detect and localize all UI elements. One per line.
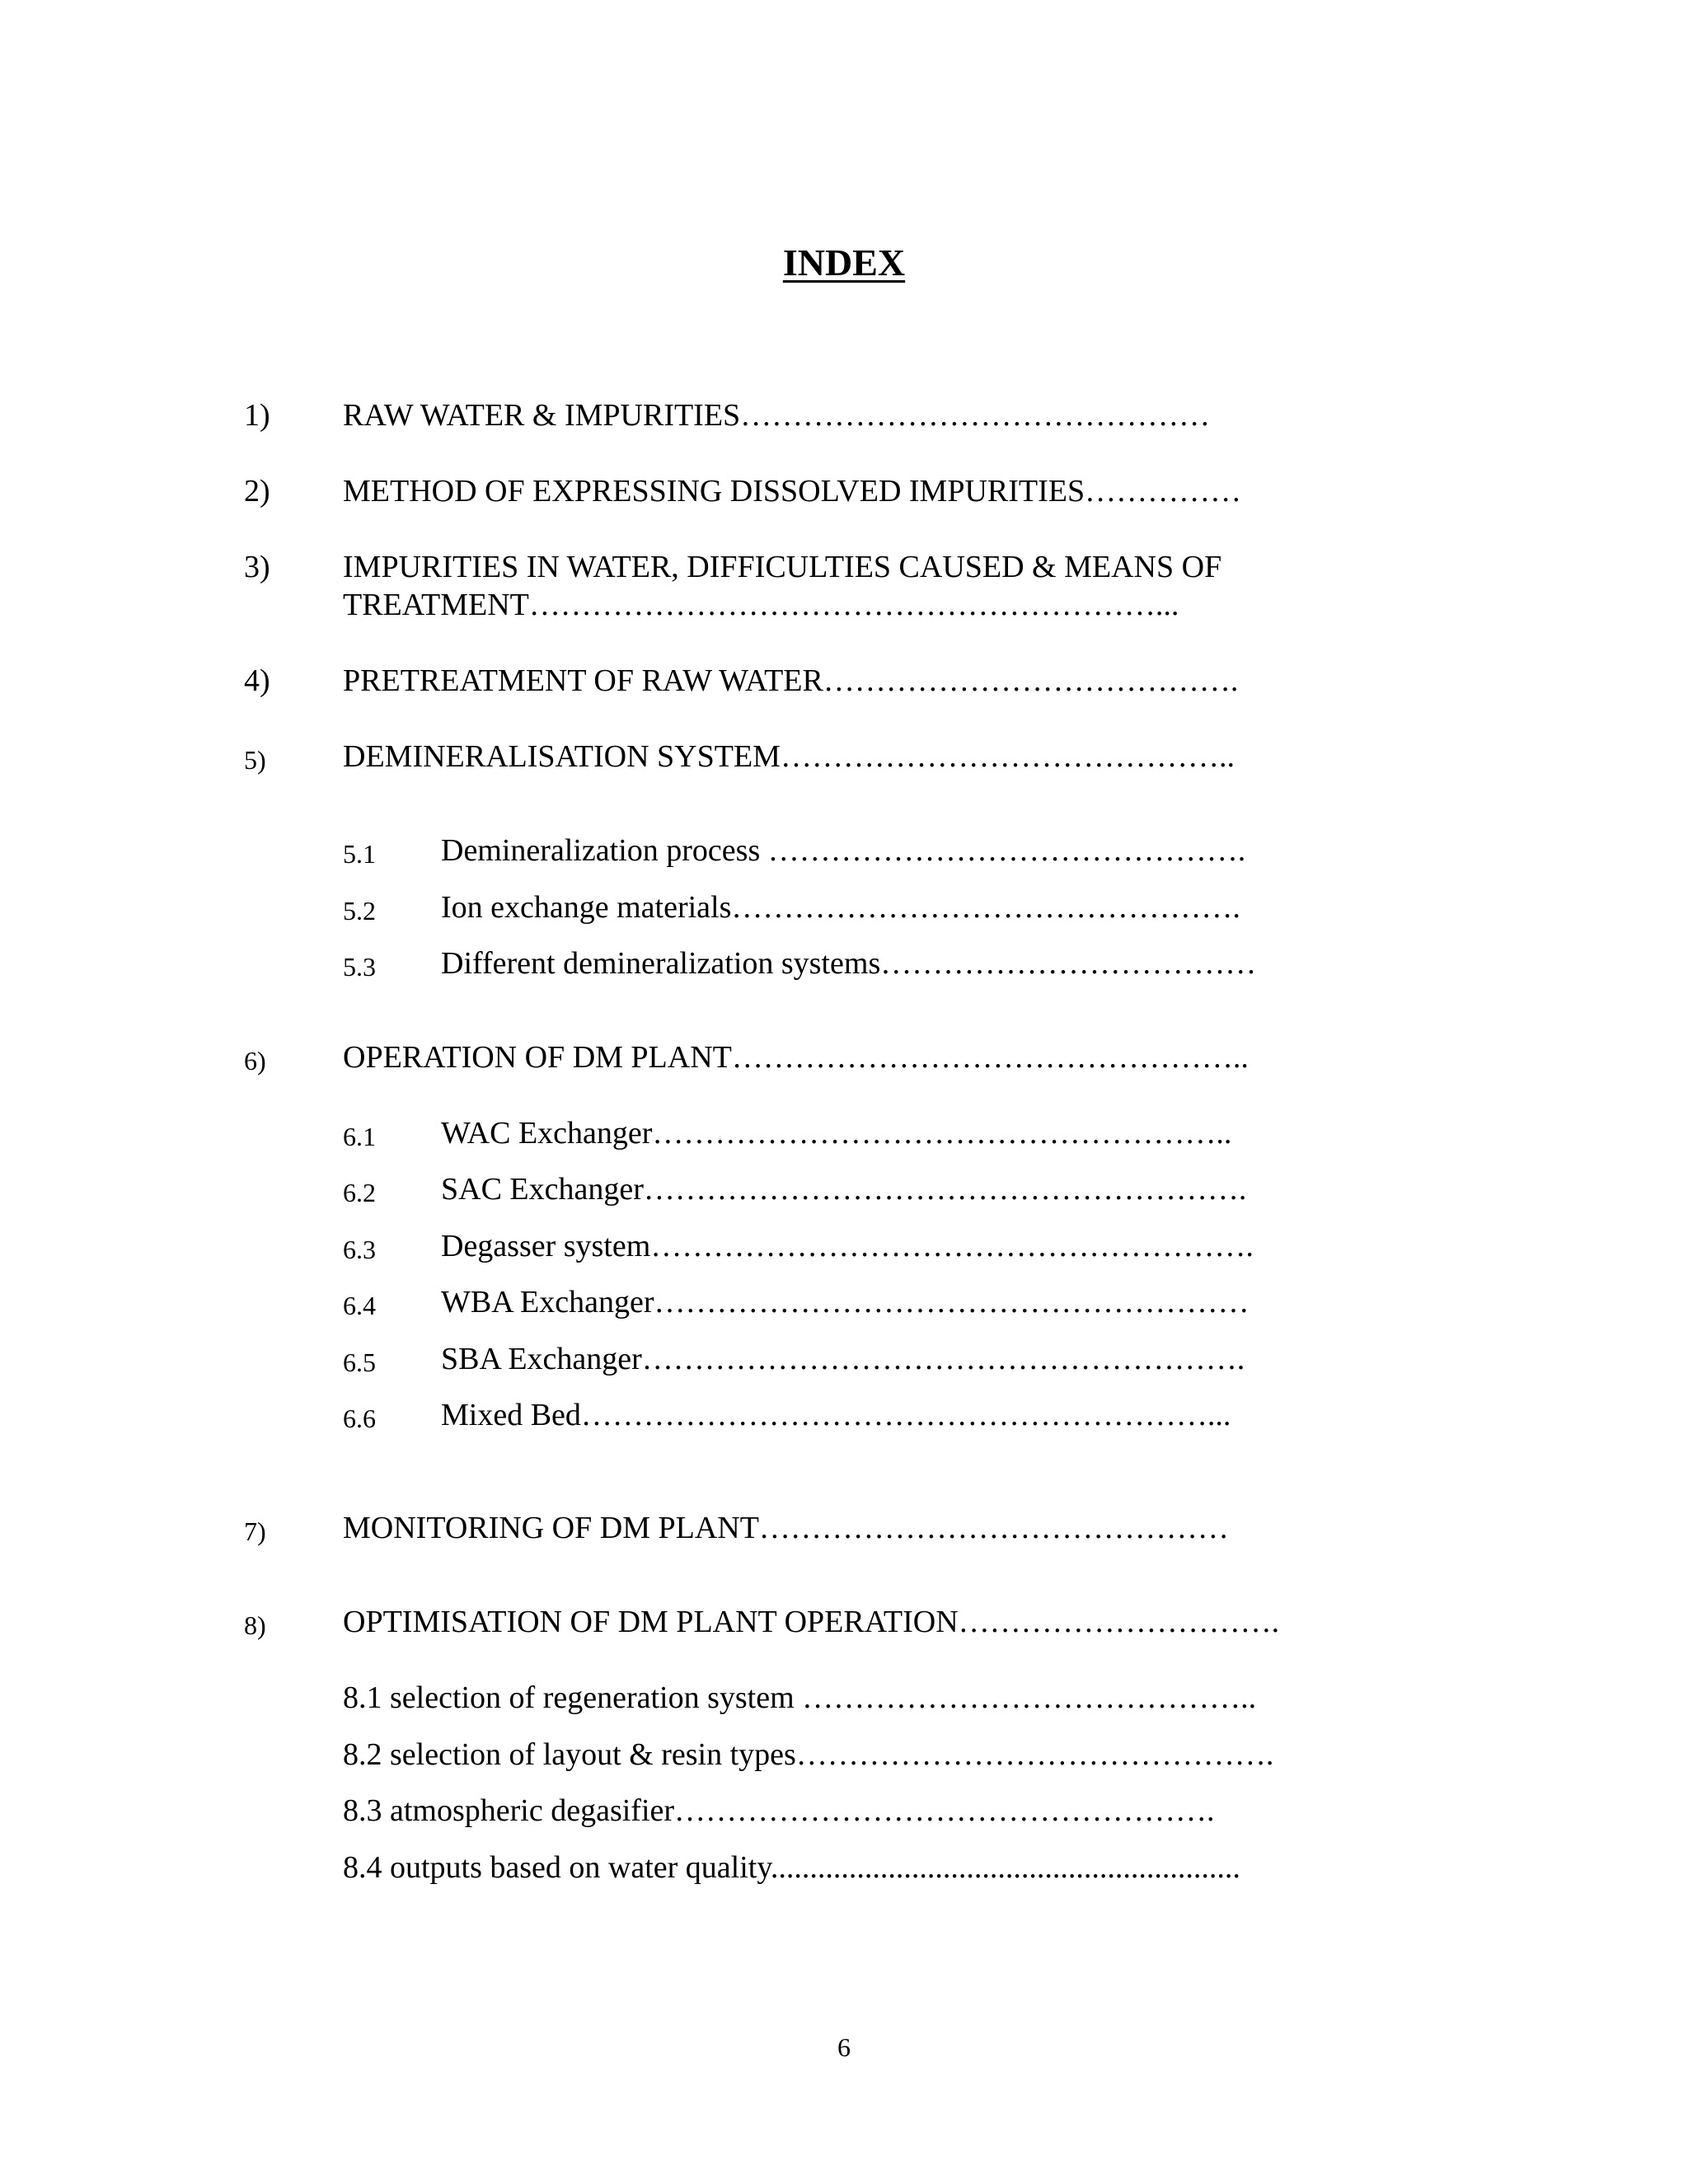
toc-subentry-number: 5.1 bbox=[343, 839, 376, 869]
toc-entry-number: 5) bbox=[244, 745, 266, 775]
toc-subentry-text: Different demineralization systems……………………………… bbox=[441, 946, 1257, 981]
toc-entry-number: 6) bbox=[244, 1046, 266, 1076]
toc-subentry-number: 6.4 bbox=[343, 1291, 376, 1320]
toc-entry-text: PRETREATMENT OF RAW WATER…………………………………. bbox=[343, 663, 1239, 698]
toc-subentry-number: 5.3 bbox=[343, 952, 376, 982]
toc-subentry-number: 6.3 bbox=[343, 1235, 376, 1264]
toc-entry-text: OPERATION OF DM PLANT………………………………………….. bbox=[343, 1040, 1249, 1075]
toc-subentry-text: Degasser system…………………………………………………. bbox=[441, 1229, 1254, 1263]
toc-entry-number: 2) bbox=[244, 474, 270, 509]
toc-entry-text: OPTIMISATION OF DM PLANT OPERATION…………………………. bbox=[343, 1605, 1280, 1639]
toc-subentry-text: WBA Exchanger………………………………………………… bbox=[441, 1285, 1250, 1319]
page-title: INDEX bbox=[782, 241, 906, 284]
toc-entry-number: 1) bbox=[244, 398, 270, 433]
toc-subentry-text: Demineralization process ………………………………………. bbox=[441, 833, 1246, 868]
toc-subentry-text: WAC Exchanger……………………………………………….. bbox=[441, 1116, 1232, 1151]
page-number: 6 bbox=[837, 2032, 851, 2062]
toc-subentry-number: 6.2 bbox=[343, 1178, 376, 1207]
toc-entry-text: MONITORING OF DM PLANT……………………………………… bbox=[343, 1511, 1229, 1545]
toc-subentry-text: 8.1 selection of regeneration system …………………………………….. bbox=[343, 1680, 1257, 1715]
toc-entry-text: RAW WATER & IMPURITIES……………………………………… bbox=[343, 398, 1211, 433]
toc-subentry-text: Ion exchange materials…………………………………………. bbox=[441, 890, 1240, 925]
toc-subentry-text: 8.3 atmospheric degasifier……………………………………………. bbox=[343, 1793, 1215, 1828]
toc-subentry-number: 6.6 bbox=[343, 1404, 376, 1433]
toc-subentry-text: Mixed Bed……………………………………………………... bbox=[441, 1398, 1231, 1432]
toc-subentry-text: SAC Exchanger…………………………………………………. bbox=[441, 1172, 1247, 1207]
toc-entry-text: DEMINERALISATION SYSTEM…………………………………….. bbox=[343, 739, 1235, 774]
toc-subentry-text: 8.2 selection of layout & resin types………………………………………. bbox=[343, 1737, 1274, 1772]
toc-entry-number: 7) bbox=[244, 1516, 266, 1546]
toc-entry-text: METHOD OF EXPRESSING DISSOLVED IMPURITIES…………… bbox=[343, 474, 1242, 509]
toc-entry-text: IMPURITIES IN WATER, DIFFICULTIES CAUSED & MEANS OF TREATMENT……………………………………………………... bbox=[343, 550, 1222, 622]
toc-entry-number: 8) bbox=[244, 1610, 266, 1640]
toc-entry-number: 4) bbox=[244, 663, 270, 698]
toc-subentry-text: SBA Exchanger…………………………………………………. bbox=[441, 1342, 1245, 1376]
toc-entry-number: 3) bbox=[244, 550, 270, 584]
toc-subentry-text: 8.4 outputs based on water quality............................................................ bbox=[343, 1850, 1240, 1885]
toc-subentry-number: 5.2 bbox=[343, 896, 376, 926]
toc-subentry-number: 6.1 bbox=[343, 1122, 376, 1151]
toc-subentry-number: 6.5 bbox=[343, 1347, 376, 1377]
